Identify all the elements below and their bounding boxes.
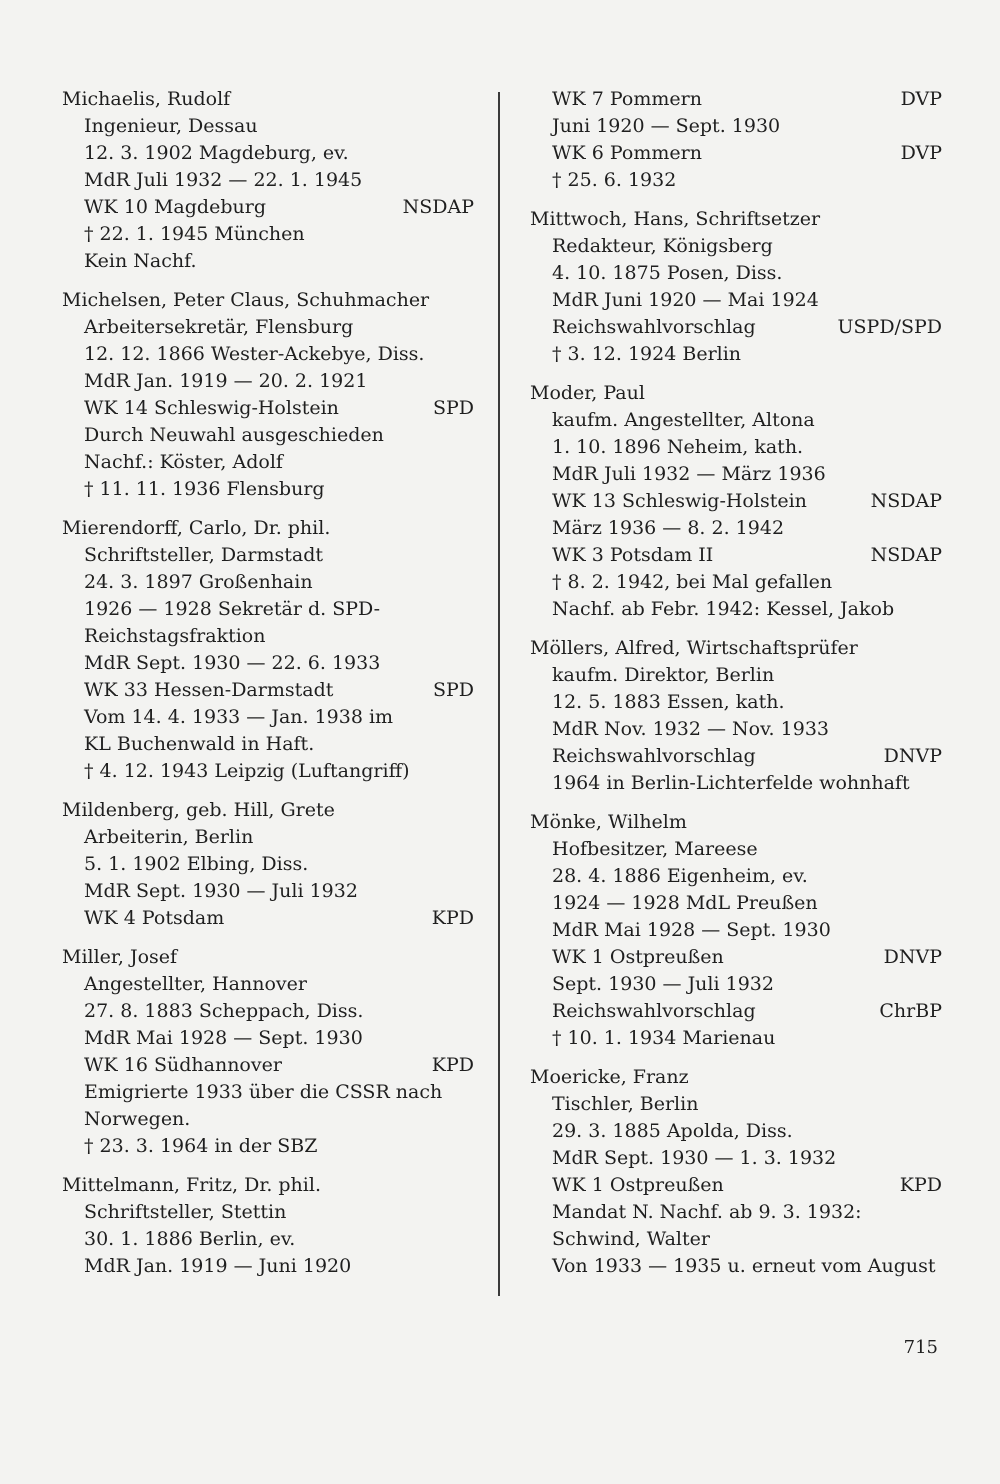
entry-text: Emigrierte 1933 über die CSSR nach [84,1081,443,1103]
entry-text: † 10. 1. 1934 Marienau [552,1027,776,1049]
entry-text: März 1936 — 8. 2. 1942 [552,517,785,539]
entry-detail-line [530,569,942,596]
entry-text: Schriftsteller, Stettin [84,1201,287,1223]
entry-detail-line [62,314,474,341]
entry-text: WK 14 Schleswig-Holstein [84,397,339,419]
entry-detail-line [530,596,942,623]
entry-detail-line [62,422,474,449]
entry-text: Schwind, Walter [552,1228,710,1250]
entry-text: MdR Juni 1920 — Mai 1924 [552,289,819,311]
entry-detail-line [530,1253,942,1280]
entry-text: MdR Juli 1932 — März 1936 [552,463,826,485]
entry-detail-line [62,971,474,998]
entry-detail-line [62,677,474,704]
entry-text: 1964 in Berlin-Lichterfelde wohnhaft [552,772,910,794]
entry-text: 29. 3. 1885 Apolda, Diss. [552,1120,793,1142]
left-column [62,86,474,1280]
biography-entry [62,797,474,932]
entry-name: Mierendorff, Carlo, Dr. phil. [62,517,331,539]
entry-detail-line [62,395,474,422]
entry-detail-line [62,368,474,395]
entry-text: MdR Sept. 1930 — 1. 3. 1932 [552,1147,837,1169]
entry-text: MdR Jan. 1919 — Juni 1920 [84,1255,352,1277]
party-label: KPD [899,1174,942,1196]
entry-detail-line [530,1199,942,1226]
entry-text: † 22. 1. 1945 München [84,223,305,245]
entry-text: WK 16 Südhannover [84,1054,282,1076]
entry-text: 27. 8. 1883 Scheppach, Diss. [84,1000,364,1022]
entry-text: 5. 1. 1902 Elbing, Diss. [84,853,309,875]
entry-detail-line [530,944,942,971]
biography-entry [62,515,474,785]
biography-entry [530,86,942,194]
entry-detail-line [62,167,474,194]
entry-name-line [62,944,474,971]
entry-detail-line [62,542,474,569]
entry-detail-line [62,449,474,476]
entry-text: Vom 14. 4. 1933 — Jan. 1938 im [84,706,394,728]
party-label: SPD [432,679,474,701]
entry-text: 1924 — 1928 MdL Preußen [552,892,818,914]
entry-detail-line [62,623,474,650]
biography-entry [62,287,474,503]
entry-text: WK 1 Ostpreußen [552,946,724,968]
entry-detail-line [530,86,942,113]
party-label: DVP [900,142,942,164]
party-label: SPD [432,397,474,419]
entry-detail-line [530,716,942,743]
entry-detail-line [62,248,474,275]
entry-text: kaufm. Angestellter, Altona [552,409,815,431]
entry-text: MdR Juli 1932 — 22. 1. 1945 [84,169,363,191]
party-label: USPD/SPD [837,316,942,338]
entry-detail-line [62,194,474,221]
entry-detail-line [62,221,474,248]
entry-detail-line [530,113,942,140]
entry-text: Arbeiterin, Berlin [84,826,254,848]
entry-name: Michelsen, Peter Claus, Schuhmacher [62,289,430,311]
entry-detail-line [530,260,942,287]
party-label: DNVP [883,745,942,767]
biography-entry [62,86,474,275]
entry-detail-line [530,1091,942,1118]
entry-text: WK 1 Ostpreußen [552,1174,724,1196]
entry-detail-line [62,140,474,167]
entry-name-line [530,206,942,233]
entry-name: Mittelmann, Fritz, Dr. phil. [62,1174,321,1196]
entry-text: MdR Mai 1928 — Sept. 1930 [84,1027,363,1049]
entry-detail-line [62,476,474,503]
entry-name: Mönke, Wilhelm [530,811,687,833]
entry-detail-line [530,1226,942,1253]
entry-detail-line [62,824,474,851]
entry-text: Durch Neuwahl ausgeschieden [84,424,384,446]
entry-detail-line [530,488,942,515]
entry-detail-line [62,596,474,623]
party-label: DVP [900,88,942,110]
party-label: DNVP [883,946,942,968]
entry-text: WK 7 Pommern [552,88,702,110]
entry-detail-line [530,770,942,797]
entry-text: † 23. 3. 1964 in der SBZ [84,1135,318,1157]
entry-text: 12. 12. 1866 Wester-Ackebye, Diss. [84,343,425,365]
entry-text: 12. 5. 1883 Essen, kath. [552,691,785,713]
entry-detail-line [530,407,942,434]
entry-text: Arbeitersekretär, Flensburg [84,316,354,338]
entry-detail-line [530,461,942,488]
entry-detail-line [530,890,942,917]
entry-text: 1. 10. 1896 Neheim, kath. [552,436,804,458]
entry-text: KL Buchenwald in Haft. [84,733,315,755]
entry-detail-line [530,743,942,770]
entry-text: 28. 4. 1886 Eigenheim, ev. [552,865,808,887]
entry-text: 24. 3. 1897 Großenhain [84,571,313,593]
entry-text: Von 1933 — 1935 u. erneut vom August [552,1255,936,1277]
entry-text: † 25. 6. 1932 [552,169,677,191]
entry-detail-line [530,1145,942,1172]
entry-name-line [530,1064,942,1091]
entry-text: Norwegen. [84,1108,191,1130]
entry-detail-line [530,167,942,194]
entry-detail-line [530,971,942,998]
column-divider [498,92,500,1296]
entry-text: † 8. 2. 1942, bei Mal gefallen [552,571,833,593]
entry-detail-line [62,998,474,1025]
party-label: KPD [431,1054,474,1076]
entry-detail-line [530,863,942,890]
biography-entry [530,635,942,797]
entry-text: MdR Nov. 1932 — Nov. 1933 [552,718,829,740]
entry-detail-line [62,113,474,140]
entry-name-line [62,797,474,824]
entry-name-line [62,515,474,542]
entry-text: Schriftsteller, Darmstadt [84,544,323,566]
entry-text: 30. 1. 1886 Berlin, ev. [84,1228,296,1250]
entry-detail-line [62,1079,474,1106]
entry-text: MdR Sept. 1930 — 22. 6. 1933 [84,652,381,674]
entry-name-line [62,86,474,113]
entry-detail-line [62,1133,474,1160]
entry-detail-line [62,1253,474,1280]
entry-text: WK 13 Schleswig-Holstein [552,490,807,512]
biography-entry [530,380,942,623]
entry-text: Nachf. ab Febr. 1942: Kessel, Jakob [552,598,895,620]
entry-detail-line [62,731,474,758]
entry-name: Moder, Paul [530,382,645,404]
entry-detail-line [62,1052,474,1079]
entry-name: Möllers, Alfred, Wirtschaftsprüfer [530,637,858,659]
entry-detail-line [530,287,942,314]
entry-text: Hofbesitzer, Mareese [552,838,758,860]
entry-text: Nachf.: Köster, Adolf [84,451,283,473]
entry-name: Moericke, Franz [530,1066,689,1088]
entry-detail-line [530,1118,942,1145]
entry-detail-line [530,434,942,461]
entry-text: MdR Jan. 1919 — 20. 2. 1921 [84,370,368,392]
entry-detail-line [530,515,942,542]
entry-text: MdR Mai 1928 — Sept. 1930 [552,919,831,941]
entry-detail-line [530,140,942,167]
party-label: NSDAP [870,490,942,512]
entry-name: Mildenberg, geb. Hill, Grete [62,799,335,821]
entry-text: Sept. 1930 — Juli 1932 [552,973,774,995]
entry-text: † 3. 12. 1924 Berlin [552,343,742,365]
entry-text: 4. 10. 1875 Posen, Diss. [552,262,783,284]
party-label: NSDAP [870,544,942,566]
entry-name-line [62,287,474,314]
entry-name: Michaelis, Rudolf [62,88,231,110]
entry-detail-line [62,905,474,932]
entry-detail-line [530,1172,942,1199]
entry-name-line [62,1172,474,1199]
entry-detail-line [62,851,474,878]
entry-text: Ingenieur, Dessau [84,115,258,137]
entry-detail-line [530,689,942,716]
entry-text: Mandat N. Nachf. ab 9. 3. 1932: [552,1201,862,1223]
entry-text: 12. 3. 1902 Magdeburg, ev. [84,142,349,164]
page-number: 715 [903,1337,938,1358]
entry-detail-line [62,704,474,731]
entry-text: WK 4 Potsdam [84,907,225,929]
entry-detail-line [530,233,942,260]
entry-text: Redakteur, Königsberg [552,235,773,257]
entry-text: Tischler, Berlin [552,1093,699,1115]
entry-text: kaufm. Direktor, Berlin [552,664,775,686]
entry-text: WK 10 Magdeburg [84,196,266,218]
entry-detail-line [62,758,474,785]
entry-name-line [530,809,942,836]
entry-detail-line [62,569,474,596]
entry-detail-line [62,650,474,677]
biography-entry [62,944,474,1160]
biography-entry [530,1064,942,1280]
entry-detail-line [530,1025,942,1052]
entry-text: Reichswahlvorschlag [552,316,756,338]
entry-detail-line [530,917,942,944]
entry-detail-line [62,1199,474,1226]
entry-text: Reichswahlvorschlag [552,745,756,767]
entry-detail-line [62,878,474,905]
entry-text: † 4. 12. 1943 Leipzig (Luftangriff) [84,760,410,782]
entry-detail-line [530,836,942,863]
entry-name: Mittwoch, Hans, Schriftsetzer [530,208,821,230]
entry-text: MdR Sept. 1930 — Juli 1932 [84,880,358,902]
biography-entry [530,206,942,368]
entry-text: Kein Nachf. [84,250,197,272]
party-label: ChrBP [879,1000,942,1022]
party-label: NSDAP [402,196,474,218]
entry-name-line [530,380,942,407]
right-column [530,86,942,1280]
entry-name: Miller, Josef [62,946,178,968]
entry-text: Angestellter, Hannover [84,973,307,995]
entry-text: 1926 — 1928 Sekretär d. SPD- [84,598,381,620]
entry-text: WK 33 Hessen-Darmstadt [84,679,334,701]
entry-detail-line [530,542,942,569]
entry-text: † 11. 11. 1936 Flensburg [84,478,325,500]
entry-detail-line [530,314,942,341]
entry-text: Reichswahlvorschlag [552,1000,756,1022]
entry-detail-line [530,998,942,1025]
biography-entry [530,809,942,1052]
entry-detail-line [530,341,942,368]
entry-name-line [530,635,942,662]
entry-detail-line [530,662,942,689]
entry-detail-line [62,1025,474,1052]
party-label: KPD [431,907,474,929]
entry-detail-line [62,1226,474,1253]
entry-text: WK 3 Potsdam II [552,544,714,566]
entry-detail-line [62,341,474,368]
entry-text: Reichstagsfraktion [84,625,266,647]
entry-text: WK 6 Pommern [552,142,702,164]
entry-detail-line [62,1106,474,1133]
biography-entry [62,1172,474,1280]
entry-text: Juni 1920 — Sept. 1930 [552,115,781,137]
